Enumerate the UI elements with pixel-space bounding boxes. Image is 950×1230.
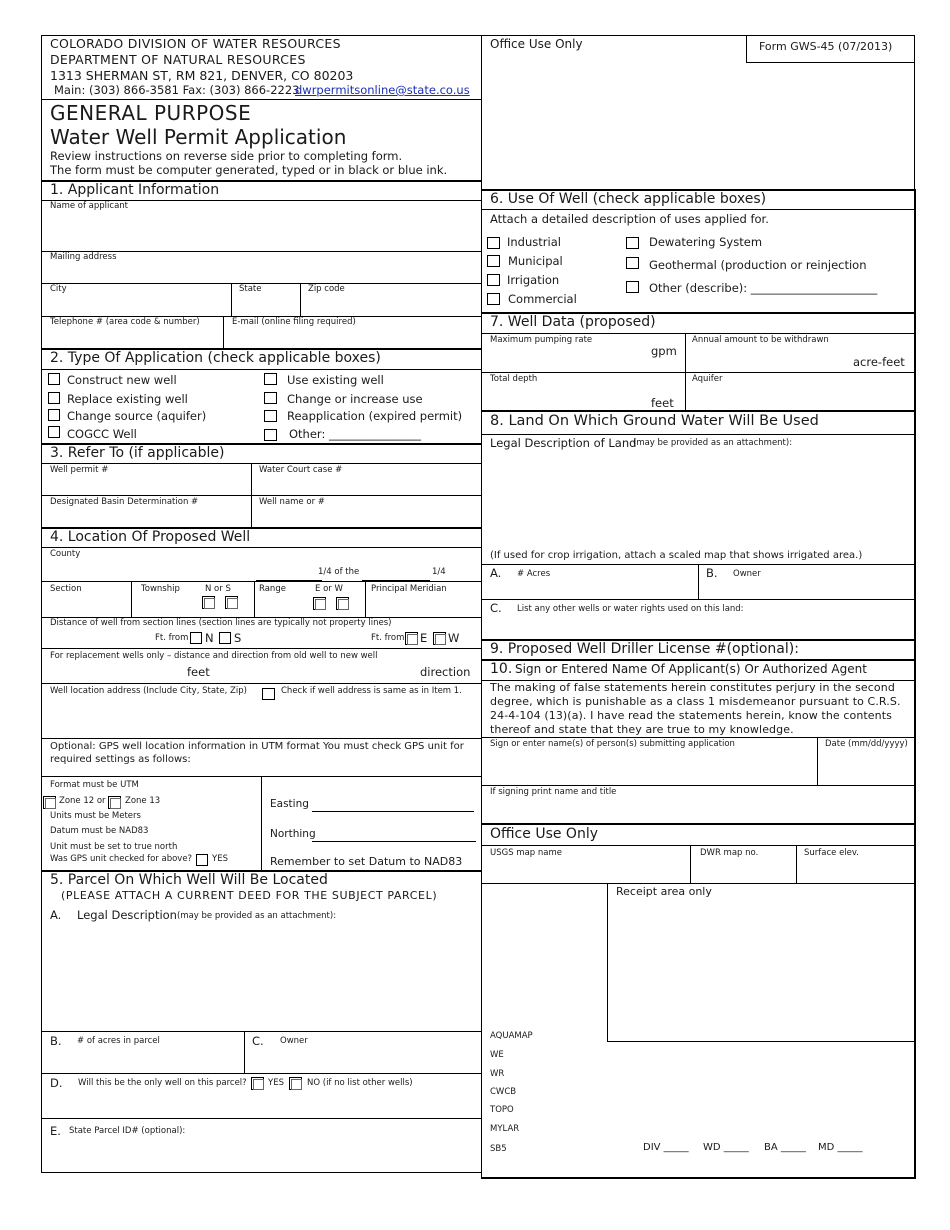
construct-new-well-checkbox[interactable]	[48, 373, 60, 385]
only-well-no-label: NO (if no list other wells)	[307, 1078, 413, 1088]
form-title: Water Well Permit Application	[50, 125, 347, 149]
other-use-checkbox[interactable]	[626, 281, 639, 293]
cogcc-well-label: COGCC Well	[67, 427, 137, 441]
township-s-checkbox[interactable]	[225, 596, 238, 609]
item-e-label: E.	[50, 1124, 61, 1138]
form-title-general: GENERAL PURPOSE	[50, 101, 252, 125]
other-application-checkbox[interactable]	[264, 429, 277, 441]
gps-checked-yes-label: YES	[212, 854, 228, 864]
township-n-checkbox[interactable]	[202, 596, 215, 609]
annual-amount-field[interactable]: Annual amount to be withdrawn	[692, 335, 829, 345]
basin-determination-field[interactable]: Designated Basin Determination #	[50, 497, 199, 507]
e-or-w-label: E or W	[315, 584, 343, 594]
range-field[interactable]: Range	[259, 584, 286, 594]
instructions-line-2: The form must be computer generated, typed or in black or blue ink.	[50, 163, 448, 177]
reapplication-checkbox[interactable]	[264, 410, 277, 422]
div-label: DIV _____	[643, 1142, 689, 1153]
well-permit-field[interactable]: Well permit #	[50, 465, 109, 475]
same-address-label: Check if well address is same as in Item 1.	[281, 686, 462, 696]
principal-meridian-field[interactable]: Principal Meridian	[371, 584, 447, 594]
replace-existing-well-label: Replace existing well	[67, 392, 188, 406]
northing-field[interactable]: Northing	[270, 828, 316, 840]
total-depth-field[interactable]: Total depth	[490, 374, 538, 384]
commercial-label: Commercial	[508, 292, 577, 306]
county-field[interactable]: County	[50, 549, 81, 559]
distance-s-checkbox[interactable]	[219, 632, 231, 644]
e-label: E	[420, 631, 428, 645]
print-name-title-field[interactable]: If signing print name and title	[490, 787, 617, 797]
parcel-owner-field[interactable]: Owner	[280, 1036, 308, 1046]
use-attach-note: Attach a detailed description of uses applied for.	[490, 212, 769, 226]
s-label: S	[234, 631, 242, 645]
distance-n-checkbox[interactable]	[190, 632, 202, 644]
use-existing-well-label: Use existing well	[287, 373, 384, 387]
distance-label: Distance of well from section lines (section lines are typically not property lines)	[50, 618, 392, 628]
aquamap-label: AQUAMAP	[490, 1031, 533, 1041]
ba-label: BA _____	[764, 1142, 806, 1153]
dwr-map-label: DWR map no.	[700, 848, 759, 858]
change-increase-use-checkbox[interactable]	[264, 392, 277, 404]
email-link[interactable]: dwrpermitsonline@state.co.us	[295, 83, 470, 97]
section-10-number: 10.	[490, 661, 513, 677]
industrial-checkbox[interactable]	[487, 237, 500, 249]
item-d-label: D.	[50, 1076, 63, 1090]
gps-checked-label: Was GPS unit checked for above?	[50, 854, 193, 864]
range-e-checkbox[interactable]	[313, 597, 326, 610]
department-name: DEPARTMENT OF NATURAL RESOURCES	[50, 52, 306, 67]
section-6-title: 6. Use Of Well (check applicable boxes)	[490, 191, 767, 207]
only-well-label: Will this be the only well on this parcel?	[78, 1078, 247, 1088]
construct-new-well-label: Construct new well	[67, 373, 177, 387]
easting-field[interactable]: Easting	[270, 798, 309, 810]
municipal-checkbox[interactable]	[487, 255, 500, 267]
perjury-statement: The making of false statements herein constitutes perjury in the second degree, which is punishable as a class 1 misdemeanor pursuant to C.R.S. 24-4-104 (13)(a). I have read the statements herein, know the contents thereof and state that they are true to my knowledge.	[490, 681, 901, 736]
applicant-name-field[interactable]: Name of applicant	[50, 201, 128, 211]
signature-field[interactable]: Sign or enter name(s) of person(s) submitting application	[490, 739, 735, 749]
units-meters-label: Units must be Meters	[50, 811, 141, 821]
gpm-unit: gpm	[651, 344, 677, 358]
state-field[interactable]: State	[239, 284, 262, 294]
receipt-area-label: Receipt area only	[616, 885, 712, 898]
parcel-acres-field[interactable]: # of acres in parcel	[77, 1036, 160, 1046]
city-field[interactable]: City	[50, 284, 67, 294]
instructions-line-1: Review instructions on reverse side prior to completing form.	[50, 149, 403, 163]
replacement-wells-label: For replacement wells only – distance and direction from old well to new well	[50, 651, 378, 661]
section-5-subtitle: (PLEASE ATTACH A CURRENT DEED FOR THE SUBJECT PARCEL)	[61, 889, 438, 902]
replace-existing-well-checkbox[interactable]	[48, 392, 60, 404]
item-a-label: A.	[50, 908, 62, 922]
municipal-label: Municipal	[508, 254, 563, 268]
section-7-title: 7. Well Data (proposed)	[490, 314, 656, 330]
land-owner-field[interactable]: Owner	[733, 569, 761, 579]
water-court-case-field[interactable]: Water Court case #	[259, 465, 343, 475]
quarter-label: 1/4	[432, 567, 446, 577]
dewatering-label: Dewatering System	[649, 235, 763, 249]
aquifer-field[interactable]: Aquifer	[692, 374, 723, 384]
item-b-label: B.	[50, 1034, 62, 1048]
gps-checked-yes-checkbox[interactable]	[196, 854, 208, 866]
mylar-label: MYLAR	[490, 1124, 520, 1134]
zone-12-label: Zone 12 or	[59, 796, 106, 806]
change-source-label: Change source (aquifer)	[67, 409, 207, 423]
n-label: N	[205, 631, 214, 645]
industrial-label: Industrial	[507, 235, 561, 249]
land-legal-description-note: (may be provided as an attachment):	[633, 438, 793, 448]
max-pumping-rate-field[interactable]: Maximum pumping rate	[490, 335, 593, 345]
dewatering-checkbox[interactable]	[626, 237, 639, 249]
section-4-title: 4. Location Of Proposed Well	[50, 529, 251, 545]
quarter-of-label: 1/4 of the	[318, 567, 360, 577]
same-address-checkbox[interactable]	[262, 688, 275, 700]
item-c-label: C.	[252, 1034, 264, 1048]
section-3-title: 3. Refer To (if applicable)	[50, 445, 225, 461]
range-w-checkbox[interactable]	[336, 597, 349, 610]
reapplication-label: Reapplication (expired permit)	[287, 409, 463, 423]
irrigation-label: Irrigation	[507, 273, 560, 287]
telephone-field[interactable]: Telephone # (area code & number)	[50, 317, 200, 327]
topo-label: TOPO	[490, 1105, 514, 1115]
replacement-direction-label: direction	[420, 665, 471, 679]
replacement-feet-label: feet	[187, 665, 210, 679]
geothermal-checkbox[interactable]	[626, 257, 639, 269]
datum-nad83-label: Datum must be NAD83	[50, 826, 149, 836]
acre-feet-unit: acre-feet	[853, 355, 905, 369]
state-parcel-id-field[interactable]: State Parcel ID# (optional):	[69, 1126, 186, 1136]
gps-info-line-2: required settings as follows:	[50, 754, 191, 765]
other-wells-field[interactable]: List any other wells or water rights used on this land:	[517, 604, 744, 614]
township-field[interactable]: Township	[141, 584, 180, 594]
zone-13-checkbox[interactable]	[108, 796, 121, 809]
crop-irrigation-note: (If used for crop irrigation, attach a scaled map that shows irrigated area.)	[490, 550, 863, 561]
only-well-yes-label: YES	[268, 1078, 284, 1088]
remember-datum-label: Remember to set Datum to NAD83	[270, 855, 463, 868]
phone-fax: Main: (303) 866-3581 Fax: (303) 866-2223	[54, 83, 300, 97]
format-utm-label: Format must be UTM	[50, 780, 139, 790]
true-north-label: Unit must be set to true north	[50, 842, 178, 852]
only-well-no-checkbox[interactable]	[289, 1077, 302, 1090]
section-1-title: 1. Applicant Information	[50, 182, 220, 198]
distance-e-checkbox[interactable]	[405, 632, 418, 645]
office-use-only-label: Office Use Only	[490, 37, 583, 51]
change-source-checkbox[interactable]	[48, 409, 60, 421]
geothermal-label: Geothermal (production or reinjection	[649, 258, 867, 272]
land-item-a-label: A.	[490, 566, 502, 580]
ft-from-ns-label: Ft. from	[155, 633, 189, 643]
well-location-address-field[interactable]: Well location address (Include City, State, Zip)	[50, 686, 247, 696]
legal-description-field[interactable]: Legal Description	[77, 908, 177, 922]
land-legal-description-field[interactable]: Legal Description of Land	[490, 436, 637, 450]
section-10-title: Sign or Entered Name Of Applicant(s) Or Authorized Agent	[515, 662, 867, 676]
surface-elev-label: Surface elev.	[804, 848, 859, 858]
gps-info-line-1: Optional: GPS well location information in UTM format You must check GPS unit for	[50, 741, 464, 752]
we-label: WE	[490, 1050, 504, 1060]
cwcb-label: CWCB	[490, 1087, 517, 1097]
sb5-label: SB5	[490, 1144, 507, 1154]
ft-from-ew-label: Ft. from	[371, 633, 405, 643]
wr-label: WR	[490, 1069, 505, 1079]
w-label: W	[448, 631, 460, 645]
land-item-c-label: C.	[490, 601, 502, 615]
n-or-s-label: N or S	[205, 584, 231, 594]
zone-13-label: Zone 13	[125, 796, 161, 806]
md-label: MD _____	[818, 1142, 863, 1153]
usgs-map-label: USGS map name	[490, 848, 562, 858]
zip-field[interactable]: Zip code	[308, 284, 345, 294]
other-use-label: Other (describe): ______________________	[649, 281, 878, 295]
only-well-yes-checkbox[interactable]	[251, 1077, 264, 1090]
office-use-title: Office Use Only	[490, 826, 598, 842]
cogcc-well-checkbox[interactable]	[48, 426, 60, 438]
section-2-title: 2. Type Of Application (check applicable boxes)	[50, 350, 381, 366]
section-5-title: 5. Parcel On Which Well Will Be Located	[50, 872, 328, 888]
distance-w-checkbox[interactable]	[433, 632, 446, 645]
org-name: COLORADO DIVISION OF WATER RESOURCES	[50, 36, 341, 51]
well-name-field[interactable]: Well name or #	[259, 497, 325, 507]
date-field[interactable]: Date (mm/dd/yyyy)	[825, 739, 908, 749]
zone-12-checkbox[interactable]	[43, 796, 56, 809]
section-field[interactable]: Section	[50, 584, 82, 594]
land-acres-field[interactable]: # Acres	[517, 569, 551, 579]
change-increase-use-label: Change or increase use	[287, 392, 423, 406]
commercial-checkbox[interactable]	[487, 293, 500, 305]
legal-description-note: (may be provided as an attachment):	[177, 911, 337, 921]
wd-label: WD _____	[703, 1142, 749, 1153]
mailing-address-field[interactable]: Mailing address	[50, 252, 117, 262]
use-existing-well-checkbox[interactable]	[264, 373, 277, 385]
feet-unit: feet	[651, 396, 674, 410]
land-item-b-label: B.	[706, 566, 718, 580]
other-application-label: Other: ________________	[289, 427, 421, 441]
org-address: 1313 SHERMAN ST, RM 821, DENVER, CO 80203	[50, 68, 354, 83]
section-9-title[interactable]: 9. Proposed Well Driller License #(optional):	[490, 641, 799, 657]
form-number: Form GWS-45 (07/2013)	[759, 40, 893, 53]
email-field[interactable]: E-mail (online filing required)	[232, 317, 356, 327]
section-8-title: 8. Land On Which Ground Water Will Be Used	[490, 413, 819, 429]
irrigation-checkbox[interactable]	[487, 274, 500, 286]
